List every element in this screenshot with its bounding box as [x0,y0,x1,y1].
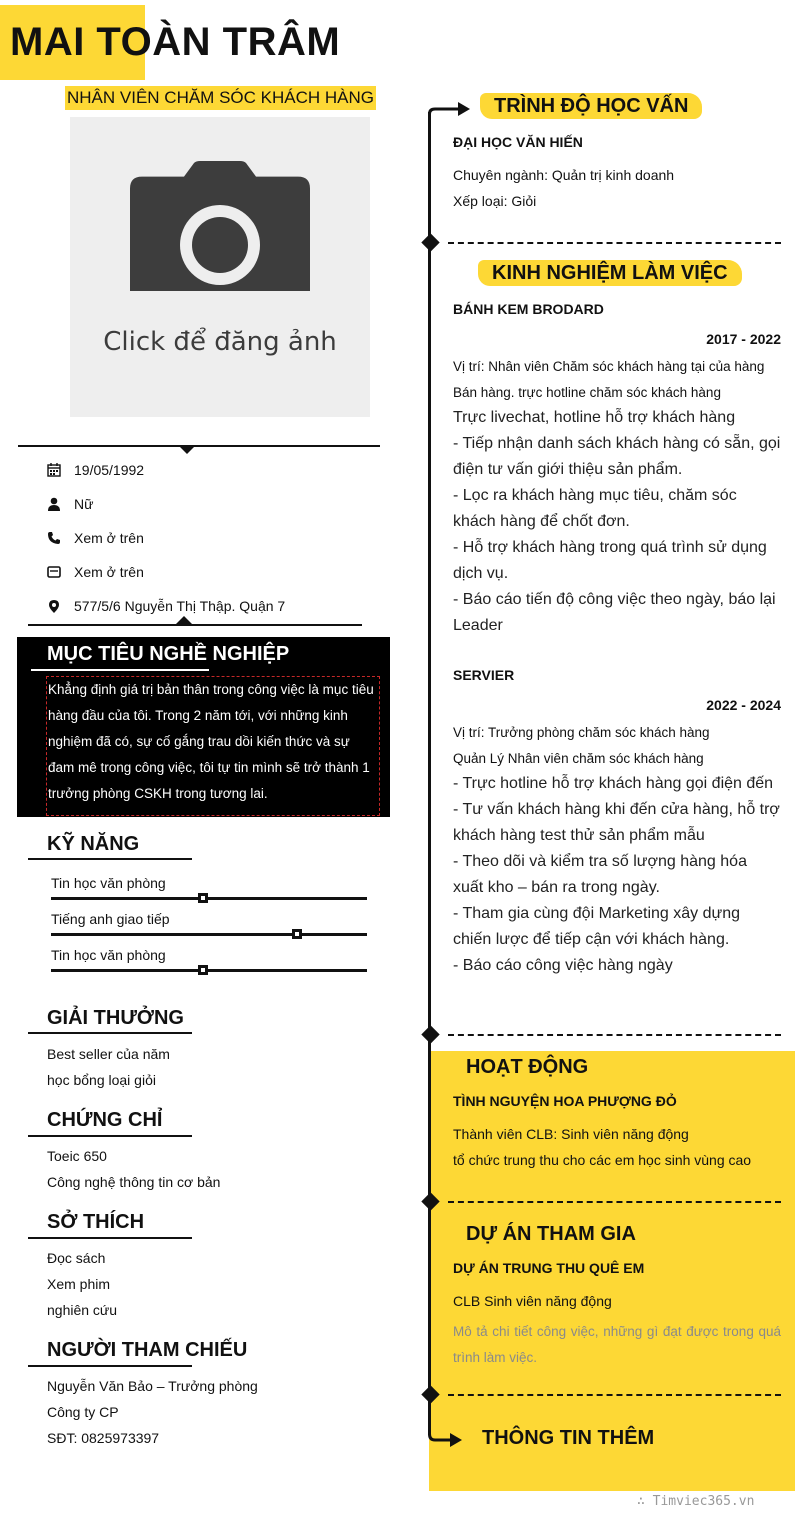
reference-item: SĐT: 0825973397 [47,1430,160,1446]
section-underline [28,858,192,860]
photo-upload[interactable] [70,117,370,417]
timeline-marker [421,1025,439,1043]
job-detail-line: - Tiếp nhận danh sách khách hàng có sẵn, gọi điện tư vấn giới thiệu sản phẩm. [453,435,781,478]
divider [28,624,362,626]
photo-upload-label: Click để đăng ảnh [103,327,337,357]
hobby-item: Xem phim [47,1276,111,1292]
hobby-item: Đọc sách [47,1250,106,1266]
activity-line: Thành viên CLB: Sinh viên năng động [453,1126,689,1142]
skill-bar [51,969,367,972]
timeline-line [428,112,431,1435]
phone-value: Xem ở trên [74,530,144,546]
skill-bar [51,897,367,900]
watermark: ∴ Timviec365.vn [637,1494,755,1509]
dashed-divider [448,242,781,244]
career-goal-title: MỤC TIÊU NGHỀ NGHIỆP [47,643,290,665]
education-title: TRÌNH ĐỘ HỌC VẤN [480,95,702,118]
job-detail-line: - Lọc ra khách hàng mục tiêu, chăm sóc khách hàng để chốt đơn. [453,487,737,530]
skill-label: Tiếng anh giao tiếp [51,911,170,927]
activities-title: HOẠT ĐỘNG [466,1056,589,1078]
camera-icon [130,161,310,291]
job-years: 2017 - 2022 [706,331,781,347]
job-role: Vị trí: Trưởng phòng chăm sóc khách hàng [453,725,710,740]
project-name: DỰ ÁN TRUNG THU QUÊ EM [453,1260,645,1276]
phone-icon [46,530,62,546]
timeline-marker [421,233,439,251]
skill-label: Tin học văn phòng [51,947,166,963]
skills-title: KỸ NĂNG [47,833,140,855]
reference-item: Nguyễn Văn Bảo – Trưởng phòng [47,1378,258,1394]
map-pin-icon [46,598,62,614]
caret-down-icon [179,446,195,454]
education-school: ĐẠI HỌC VĂN HIẾN [453,134,583,150]
activity-line: tổ chức trung thu cho các em học sinh vùng cao [453,1152,752,1168]
extra-info-title: THÔNG TIN THÊM [482,1427,655,1449]
job-detail-line: - Báo cáo công việc hàng ngày [453,957,673,974]
user-icon [46,496,62,512]
reference-item: Công ty CP [47,1404,119,1420]
caret-up-icon [176,616,192,624]
project-org: CLB Sinh viên năng động [453,1293,612,1309]
education-grade: Xếp loại: Giỏi [453,193,537,209]
job-detail-line: - Tư vấn khách hàng khi đến cửa hàng, hỗ trợ khách hàng test thử sản phẩm mẫu [453,801,780,844]
job-detail-line: Trực livechat, hotline hỗ trợ khách hàng [453,409,736,426]
job-company: SERVIER [453,667,515,683]
award-item: học bổng loại giỏi [47,1072,156,1088]
dashed-divider [448,1201,781,1203]
skill-level-knob[interactable] [292,929,302,939]
career-goal-section [17,637,390,817]
job-details [453,405,781,639]
job-detail-line: - Tham gia cùng đội Marketing xây dựng chiến lược để tiếp cận với khách hàng. [453,905,741,948]
skill-level-knob[interactable] [198,965,208,975]
section-underline [28,1032,192,1034]
certificate-item: Toeic 650 [47,1148,107,1164]
email-value: Xem ở trên [74,564,144,580]
section-underline [28,1365,192,1367]
certificates-title: CHỨNG CHỈ [47,1109,163,1131]
education-major: Chuyên ngành: Quản trị kinh doanh [453,167,675,183]
career-goal-text[interactable]: Khẳng định giá trị bản thân trong công việc là mục tiêu hàng đầu của tôi. Trong 2 năm tới, với những kinh nghiệm đã có, sự cố gắng trau dồi kiến thức và sự đam mê trong công việc, tôi tự tin mình sẽ trở thành 1 trưởng phòng CSKH trong tương lai. [46,676,380,816]
award-item: Best seller của năm [47,1046,170,1062]
gender-value: Nữ [74,496,94,512]
contact-phone [46,528,144,548]
contact-gender [46,494,93,514]
dashed-divider [448,1394,781,1396]
project-description[interactable]: Mô tả chi tiết công việc, những gì đạt được trong quá trình làm việc. [453,1324,781,1365]
address-value: 577/5/6 Nguyễn Thị Thập. Quận 7 [74,598,286,614]
projects-title: DỰ ÁN THAM GIA [466,1223,636,1245]
awards-title: GIẢI THƯỞNG [47,1007,184,1029]
job-detail-line: - Báo cáo tiến độ công việc theo ngày, báo lại Leader [453,591,776,634]
birthday-value: 19/05/1992 [74,462,145,478]
job-years: 2022 - 2024 [706,697,781,713]
skill-label: Tin học văn phòng [51,875,166,891]
hobby-item: nghiên cứu [47,1302,118,1318]
job-summary: Bán hàng. trực hotline chăm sóc khách hàng [453,385,721,400]
job-detail-line: - Theo dõi và kiểm tra số lượng hàng hóa xuất kho – bán ra trong ngày. [453,853,747,896]
activity-org: TÌNH NGUYỆN HOA PHƯỢNG ĐỎ [453,1093,677,1109]
job-company: BÁNH KEM BRODARD [453,301,604,317]
candidate-name: MAI TOÀN TRÂM [10,20,341,64]
contact-address [46,596,285,616]
skill-level-knob[interactable] [198,893,208,903]
references-title: NGƯỜI THAM CHIẾU [47,1339,248,1361]
divider [18,445,380,447]
section-underline [28,1135,192,1137]
contact-birthday [46,460,144,480]
email-icon [46,564,62,580]
section-underline [31,669,209,671]
dashed-divider [448,1034,781,1036]
job-role: Vị trí: Nhân viên Chăm sóc khách hàng tại của hàng [453,359,765,374]
certificate-item: Công nghệ thông tin cơ bản [47,1174,221,1190]
arrow-right-icon [428,100,472,122]
job-summary: Quản Lý Nhân viên chăm sóc khách hàng [453,751,704,766]
job-position: NHÂN VIÊN CHĂM SÓC KHÁCH HÀNG [65,86,376,110]
arrow-right-icon [428,1418,464,1458]
calendar-icon [46,462,62,478]
job-details [453,771,781,979]
section-underline [28,1237,192,1239]
hobbies-title: SỞ THÍCH [47,1211,145,1233]
contact-email [46,562,144,582]
experience-title: KINH NGHIỆM LÀM VIỆC [478,262,742,285]
skill-bar [51,933,367,936]
job-detail-line: - Trực hotline hỗ trợ khách hàng gọi điện đến [453,775,774,792]
job-detail-line: - Hỗ trợ khách hàng trong quá trình sử dụng dịch vụ. [453,539,767,582]
